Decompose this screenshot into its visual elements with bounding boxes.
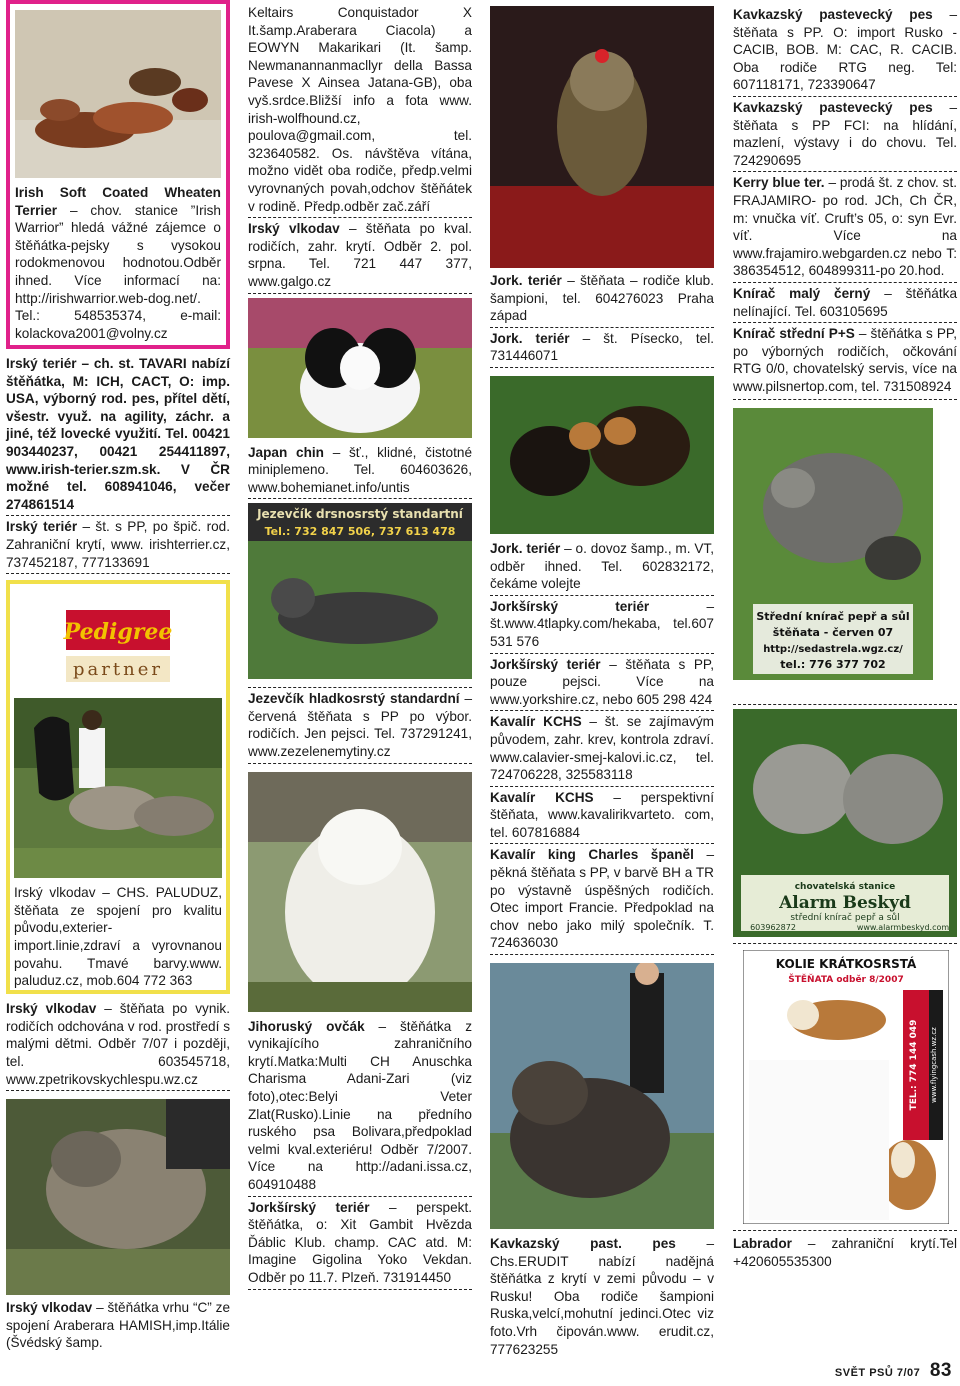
ad-paluduz [14,884,222,992]
ad-heading: Irský vlkodav [6,1300,93,1316]
south-russian-shepherd-photo [248,772,472,1012]
ad-kavkaz-1 [733,6,957,97]
ad-jork-perspekt [248,1199,472,1290]
ad-body: – štěňata s PP, pouze pejsci. Více na www.yorkshire.cz, nebo 605 298 424 [490,656,715,707]
divider [733,399,957,400]
ad-heading: Knírač střední P+S [733,326,855,342]
caucasian-shepherd-photo [490,963,714,1229]
ad-japan-chin [248,444,472,500]
ad-heading: Irský vlkodav [248,221,340,237]
ad-body: – štěňata s PP. O: import Rusko - CACIB, BOB. M: CAC, R. CACIB. Oba rodiče RTG neg. Tel: 607118171, 723390647 [733,7,958,93]
ad-heading: Kavkazský past. pes [490,1236,676,1252]
japan-chin-photo [248,298,472,438]
ad-text-bold: Irský teriér – ch. st. TAVARI nabízí štěňátka, M: ICH, CACT, O: imp. USA, výborný rod. pes, přítel dětí, všestr. využ. na agility, záchr. a jiné, též lovecké využití. Tel. 00421 903440237, 00421 254411897, www.irish-terier.szm.sk. V ČR možné tel. 608941046, večer 274861514 [6,356,230,512]
ad-kavalir-1 [490,713,714,786]
ad-vlkodav-kval [248,220,472,293]
ad-body: – červená štěňata s PP po výbor. rodičích. Jen pejsci. Tel. 737291241, www.zezelenemytiny.cz [248,691,472,760]
ad-heading: Jorkšírský teriér [248,1199,370,1215]
ad-kavalir-3 [490,846,714,955]
ad-body: – št. se zajímavým původem, zahr. krev, kontrola zdraví. www.calavier-smej-kalovi.ic.cz, tel. 724706228, 325583118 [490,714,714,783]
sedastrela-line-4: tel.: 776 377 702 [780,658,886,672]
ad-heading: Kavalír KCHS [490,714,582,730]
ad-knirac-maly [733,285,957,323]
ad-jihorusky-ovcak [248,1018,472,1197]
ad-heading: Kavalír king Charles španěl [490,847,694,863]
ad-body: – štěňátka s PP, po výborných rodičích, očkování RTG 0/0, chovatelský servis, více na www.pilsnertop.com, tel. 731508924 [733,326,957,394]
ad-heading: Kavalír KCHS [490,789,594,805]
column-2 [248,0,472,1292]
ad-body: – Chs.ERUDIT nabízí nadějná štěňátka z krytí v zemi původu – v Rusku! Oba rodiče šampioni Ruska,velcí,mohutní jedinci.Otec viz foto.Vrh čipován.www. erudit.cz, 777623255 [490,1236,715,1357]
ad-vlkodav-3 [6,1299,230,1354]
ad-body: – štěňata po vynik. rodičích odchována v rod. prostředí s malými dětmi. Odběr 7/07 i později, tel. 603545718, www.zpetrikovskychlespu.wz.cz [6,1001,230,1087]
sedastrela-line-2: štěňata - červen 07 [772,626,894,640]
ad-irish-soft-coated [15,184,221,344]
ad-heading: Kavkazský pastevecký pes [733,7,933,22]
ad-heading: Jork. teriér [490,330,570,346]
sedastrela-line-3: http://sedastrela.wgz.cz/ [763,644,903,656]
page-footer [835,1360,952,1382]
divider [733,1230,957,1231]
ad-body: – o. dovoz šamp., m. VT, odběr ihned. Tel. 602832172, čekáme volejte [490,540,714,592]
ad-heading-plain: Irský vlkodav [14,885,96,901]
ad-kavkaz-past [490,1235,714,1360]
kolie-title: KOLIE KRÁTKOSRSTÁ [775,957,917,972]
pedigree-partner-box [6,580,230,994]
ad-jork-2 [490,330,714,368]
ad-jork-1 [490,272,714,328]
ad-irsky-terier-pp [6,518,230,574]
ad-heading: Jork. teriér [490,540,561,556]
ad-heading: Jork. teriér [490,273,562,288]
alarm-line-3: střední knírač pepř a sůl [790,913,900,924]
ad-body: – št. s PP, po špič. rod. Zahraniční krytí, www. irishterrier.cz, 737452187, 777133691 [6,519,230,570]
ad-body: – CHS. PALUDUZ, štěňata ze spojení pro kvalitu původu,exterier- import.linie,zdraví a vyrovnanou povahu. Tmavé barvy.www. paluduz.cz, mob.604 772 363 [14,885,223,989]
pedigree-brand-text: Pedigree [63,619,173,646]
ad-heading: Labrador [733,1236,792,1252]
banner-phone: Tel.: 732 847 506, 737 613 478 [264,525,456,539]
kolie-web: www.flyingcash.wz.cz [930,1027,938,1104]
column-3 [490,0,714,1362]
ad-body: Keltairs Conquistador X It.šamp.Araberara Ciacola) a EOWYN Makarikari (It. šamp. Newmanannanmacllyr della Bassa Pavese X Ainsea Jatana-GB), oba vyš.srdce.Bližší info a fota www. irish-wolfhound.cz, poulova@gmail.com, tel. 323640582. Os. návštěva vítána, možno vidět oba rodiče, předp.velmi vyrovnaných povah,odchov štěňátek v rodině. Předp.odběr zač.září [248,5,472,214]
ad-labrador [733,1235,957,1272]
alarm-line-2: Alarm Beskyd [779,893,911,914]
ad-vlkodav-cont [248,4,472,218]
ad-heading: Jorkšírský teriér [490,656,601,672]
alarm-line-1: chovatelská stanice [794,882,896,893]
ad-body: – štěňata – rodiče klub. šampioni, tel. 604276023 Praha západ [490,273,714,324]
ad-kavkaz-2 [733,99,957,172]
ad-body: – zahraniční krytí.Tel +420605535300 [733,1236,957,1270]
ad-body: – prodá št. z chov. st. FRAJAMIRO- po rod. JCh, Ch ČR, m: vnučka víť. Cruft’s 05, o: syn Evr. víť. Více na www.frajamiro.webgarden.cz nebo T: 386354512, 604899311-po 20.hod. [733,175,957,279]
ad-heading: Jihoruský ovčák [248,1018,365,1034]
page-number: 83 [929,1360,952,1381]
pedigree-sub-text: partner [73,659,163,681]
puppies-photo [15,10,221,178]
ad-body: – št.www.4tlapky.com/hekaba, tel.607 531 576 [490,598,714,649]
featured-ad-box [6,0,230,349]
ad-jork-4 [490,598,714,654]
ad-jezevcik [248,687,472,763]
ad-heading: Kavkazský pastevecký pes [733,99,933,115]
ad-knirac-stredni [733,325,957,397]
wolfhound-horse-photo [14,698,222,878]
wolfhound-photo [6,1099,230,1295]
ad-body: – štěňátka z vynikajícího zahraničního krytí.Matka:Multi CH Anuschka Charisma Adani-Zari (viz foto),otec:Belyi Veter Zlat(Rusko).Linie na předního ruského psa Bolivara,předpoklad velmi kval.exteriéru! Odběr 7/2007. Více na http://adani.issa.cz, 604910488 [248,1018,472,1192]
dachshund-banner-photo [248,503,472,679]
kolie-phone: TEL.: 774 144 049 [909,1020,919,1111]
alarm-beskyd-ad [733,709,957,937]
ad-heading: Irish Soft Coated Wheaten Terrier [15,185,221,218]
yorkshire-photo-1 [490,6,714,268]
column-4 [733,0,957,1275]
divider [733,704,957,705]
ad-heading: Irský teriér [6,519,78,535]
ad-body: – štěňata po kval. rodičích, zahr. krytí. Odběr 2. pol. srpna. Tel. 721 447 377, www.galgo.cz [248,221,472,289]
ad-heading: Kerry blue ter. [733,175,825,191]
ad-body: – pěkná štěňata s PP, v barvě BH a TR po výstavně úspěšných rodičích. Otec import Francie. Předpoklad na chov nebo jako milý společník. T. 724636030 [490,847,714,951]
column-1 [6,0,230,1356]
ad-jork-3 [490,540,714,596]
magazine-name: SVĚT PSŮ 7/07 [834,1367,921,1379]
ad-body: – štěňata s PP FCI: na hlídání, mazlení, výstavy i do chovu. Tel. 724290695 [733,99,958,168]
ad-body: – chov. stanice ”Irish Warrior” hledá vážné zájemce o štěňátka-pejsky s vysokou rodokmenovou hodnotou.Odběr ihned. Více informací na: http://irishwarrior.web-dog.net/. Tel.: 548535374, e-mail: kolackova2001@volny.cz [15,202,221,341]
ad-vlkodav-2 [6,1000,230,1091]
ad-body: – šť., klidné, čistotné miniplemeno. Tel. 604603626, www.bohemianet.info/untis [248,444,472,495]
ad-heading: Irský vlkodav [6,1001,97,1017]
ad-kerry-blue [733,174,957,283]
alarm-line-4: 603962872 [750,923,796,933]
kolie-ad [743,950,949,1224]
ad-body: – štěňátka nelínající. Tel. 603105695 [733,285,958,319]
ad-kavalir-2 [490,789,714,845]
sedastrela-line-1: Střední knírač pepř a sůl [756,610,910,624]
kolie-subtitle: ŠTĚŇATA odběr 8/2007 [788,975,904,986]
yorkshire-puppies-photo [490,376,714,534]
ad-heading: Knírač malý černý [733,285,871,301]
ad-heading: Japan chin [248,444,324,460]
ad-jork-5 [490,656,714,712]
ad-body: – št. Písecko, tel. 731446071 [490,330,714,364]
ad-heading: Jezevčík hladkosrstý standardní [248,691,460,707]
ad-body: – perspektivní štěňata, www.kavalirikvarteto. com, tel. 607816884 [490,789,714,840]
pedigree-logo [62,602,174,692]
divider [733,943,957,944]
alarm-line-5: www.alarmbeskyd.com [856,923,950,933]
ad-heading: Jorkšírský teriér [490,598,650,614]
ad-body: – perspekt. štěňátka, o: Xit Gambit Hvězda Ďáblic Klub. champ. CAC atd. M: Imagine Gigolina Yoko Vekdan. Odběr po 11.7. Plzeň. 731914450 [248,1199,472,1285]
banner-title: Jezevčík drsnosrstý standartní [257,507,463,522]
ad-tavari [6,355,230,516]
ad-body: – štěňátka vrhu “C” ze spojení Araberara HAMISH,imp.Itálie (Švédský šamp. [6,1300,231,1351]
sedastrela-schnauzer-photo [733,408,933,680]
